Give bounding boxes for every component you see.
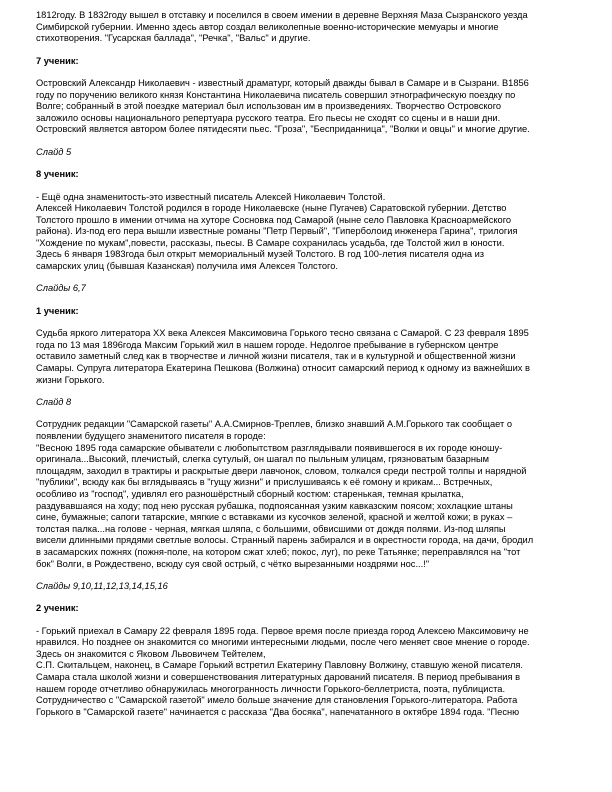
text-line: Островский является автором более пятидесяти пьес. "Гроза", "Бесприданница", "Волки и овцы" и многие другие. [36, 124, 530, 135]
text-line: "Весною 1895 года самарские обыватели с любопытством разглядывали появившегося в их городе юношу- [36, 442, 503, 453]
text-line: особливо из "господ", удивлял его разношёрстный сборный костюм: старенькая, темная крылатка, [36, 488, 464, 499]
text-line: жизни Горького. [36, 374, 105, 385]
text-line: Островский Александр Николаевич - известный драматург, который дважды бывал в Самаре и в Сызрани. В1856 [36, 77, 529, 88]
text-line: оставило заметный след как в творчестве и личной жизни писателя, так и в культурной и общественной жизни [36, 351, 516, 362]
text-line: заложило основы национального репертуара русского театра. Его пьесы не сходят со сцены и в наши дни. [36, 112, 501, 123]
text-line: Сотрудничество с "Самарской газетой" имело больше значение для становления Горького-литератора. Работа [36, 695, 518, 706]
text-line: Волге; собранный в этой поездке материал был использован им в произведениях. Творчество Островского [36, 101, 502, 112]
paragraph-tolstoy [36, 192, 584, 273]
text-line: 1812году. В 1832году вышел в отставку и поселился в своем имении в деревне Верхняя Маза Сызранского уезда [36, 10, 528, 20]
slide-marker: Слайд 8 [36, 397, 72, 408]
paragraph-davydov-intro [36, 10, 584, 45]
text-line: Симбирской губернии. Именно здесь автор создал великолепные военно-исторические мемуары и многие [36, 21, 499, 32]
text-line: - Ещё одна знаменитость-это известный писатель Алексей Николаевич Толстой. [36, 191, 386, 202]
slide-marker: Слайд 5 [36, 146, 72, 157]
text-line: Самары. Супруга литератора Екатерина Пешкова (Волжина) относит самарский период к одному из важнейших в [36, 363, 530, 374]
text-line: висели длинными прядями светлые волосы. Странный парень забирался и в окрестности города, на дачи, бродил [36, 535, 534, 546]
text-line: Горького в "Самарской газете" начинается с рассказа "Два босяка", напечатанного в октябре 1894 года. "Песню [36, 706, 520, 717]
text-line: раздувавшаяся на ходу; под нею русская рубашка, подпоясанная узким кавказским поясом; хохлацкие штаны [36, 500, 513, 511]
text-line: "Хождение по мукам",повести, рассказы, пьесы. В Самаре сохранилась усадьба, где Толстой жил в юности. [36, 237, 505, 248]
text-line: "публики", всюду как бы вглядываясь в "гущу жизни" и прислушиваясь к её гомону и крикам... Встречных, [36, 477, 493, 488]
text-line: появлении будущего знаменитого писателя в городе: [36, 431, 266, 441]
text-line: Судьба яркого литератора XX века Алексея Максимовича Горького тесно связана с Самарой. С 23 февраля 1895 [36, 328, 529, 339]
paragraph-ostrovsky [36, 78, 584, 136]
text-line: Самара стала школой жизни и совершенствования литературных дарований писателя. В период пребывания в [36, 672, 521, 683]
text-line: бок" Волги, в Рождествено, всюду суя свой острый, с чётко вырезанными ноздрями нос...!" [36, 558, 430, 569]
paragraph-gorky-quote [36, 419, 584, 570]
text-line: толстая палка...на голове - черная, мягкая шляпа, с большими, обвисшими от дождя полями. Из-под шляпы [36, 523, 506, 534]
text-line: - Горький приехал в Самару 22 февраля 1895 года. Первое время после приезда город Алексею Максимовичу не [36, 625, 529, 636]
text-line: Сотрудник редакции "Самарской газеты" А.А.Смирнов-Треплев, близко знавший А.М.Горького так сообщает о [36, 419, 513, 430]
paragraph-gorky-intro [36, 328, 584, 386]
slide-marker: Слайды 9,10,11,12,13,14,15,16 [36, 580, 168, 591]
text-line: оригинала...Высокий, плечистый, слегка сутулый, он шагал по пыльным улицам, грязноватым базарным [36, 454, 490, 465]
text-line: в засамарских пожнях (пожня-поле, на котором сжат хлеб; покос, луг), по реке Татьянке; переправлялся на "тот [36, 546, 521, 557]
speaker-heading: 1 ученик: [36, 305, 79, 316]
paragraph-gorky-samara [36, 626, 584, 719]
text-line: Здесь он знакомится с Яковом Львовичем Тейтелем, [36, 648, 266, 659]
text-line: Толстого прошло в имении отчима на хуторе Сосновка под Самарой (ныне село Павловка Красноармейского [36, 214, 512, 225]
text-line: стихотворения. "Гусарская баллада", "Речка", "Вальс" и другие. [36, 33, 311, 44]
text-line: сине, бумажные; сапоги татарские, мягкие с вставками из кусочков зеленой, красной и желтой кожи; в руках – [36, 512, 513, 523]
text-line: нравился. Но позднее он знакомится со многими интересными людьми, после чего меняет свое мнение о городе. [36, 637, 530, 648]
text-line: году по поручению великого князя Константина Николаевича писатель совершил этнографическую поездку по [36, 89, 516, 100]
speaker-heading: 8 ученик: [36, 169, 79, 180]
text-line: района). Из-под его пера вышли известные романы "Петр Первый", "Гиперболоид инженера Гарина", трилогия [36, 226, 518, 237]
slide-marker: Слайды 6,7 [36, 283, 86, 294]
text-line: нашем городе отчетливо обнаружилась многогранность личности Горького-беллетриста, поэта, публициста. [36, 683, 506, 694]
text-line: С.П. Скитальцем, наконец, в Самаре Горький встретил Екатерину Павловну Волжину, ставшую женой писателя. [36, 660, 524, 671]
text-line: площадям, заходил в трактиры и раскрытые двери лавчонок, словом, толкался среди пестрой толпы и нарядной [36, 465, 527, 476]
text-line: года по 13 мая 1896года Максим Горький жил в нашем городе. Недолгое пребывание в губернском центре [36, 339, 499, 350]
text-line: Здесь 6 января 1983года был открыт мемориальный музей Толстого. В год 100-летия писателя одна из [36, 249, 485, 260]
text-line: самарских улиц (бывшая Казанская) получила имя Алексея Толстого. [36, 261, 338, 272]
document-page [36, 10, 584, 718]
speaker-heading: 2 ученик: [36, 603, 79, 614]
speaker-heading: 7 ученик: [36, 55, 79, 66]
text-line: Алексей Николаевич Толстой родился в городе Николаевске (ныне Пугачев) Саратовской губернии. Детство [36, 203, 507, 214]
